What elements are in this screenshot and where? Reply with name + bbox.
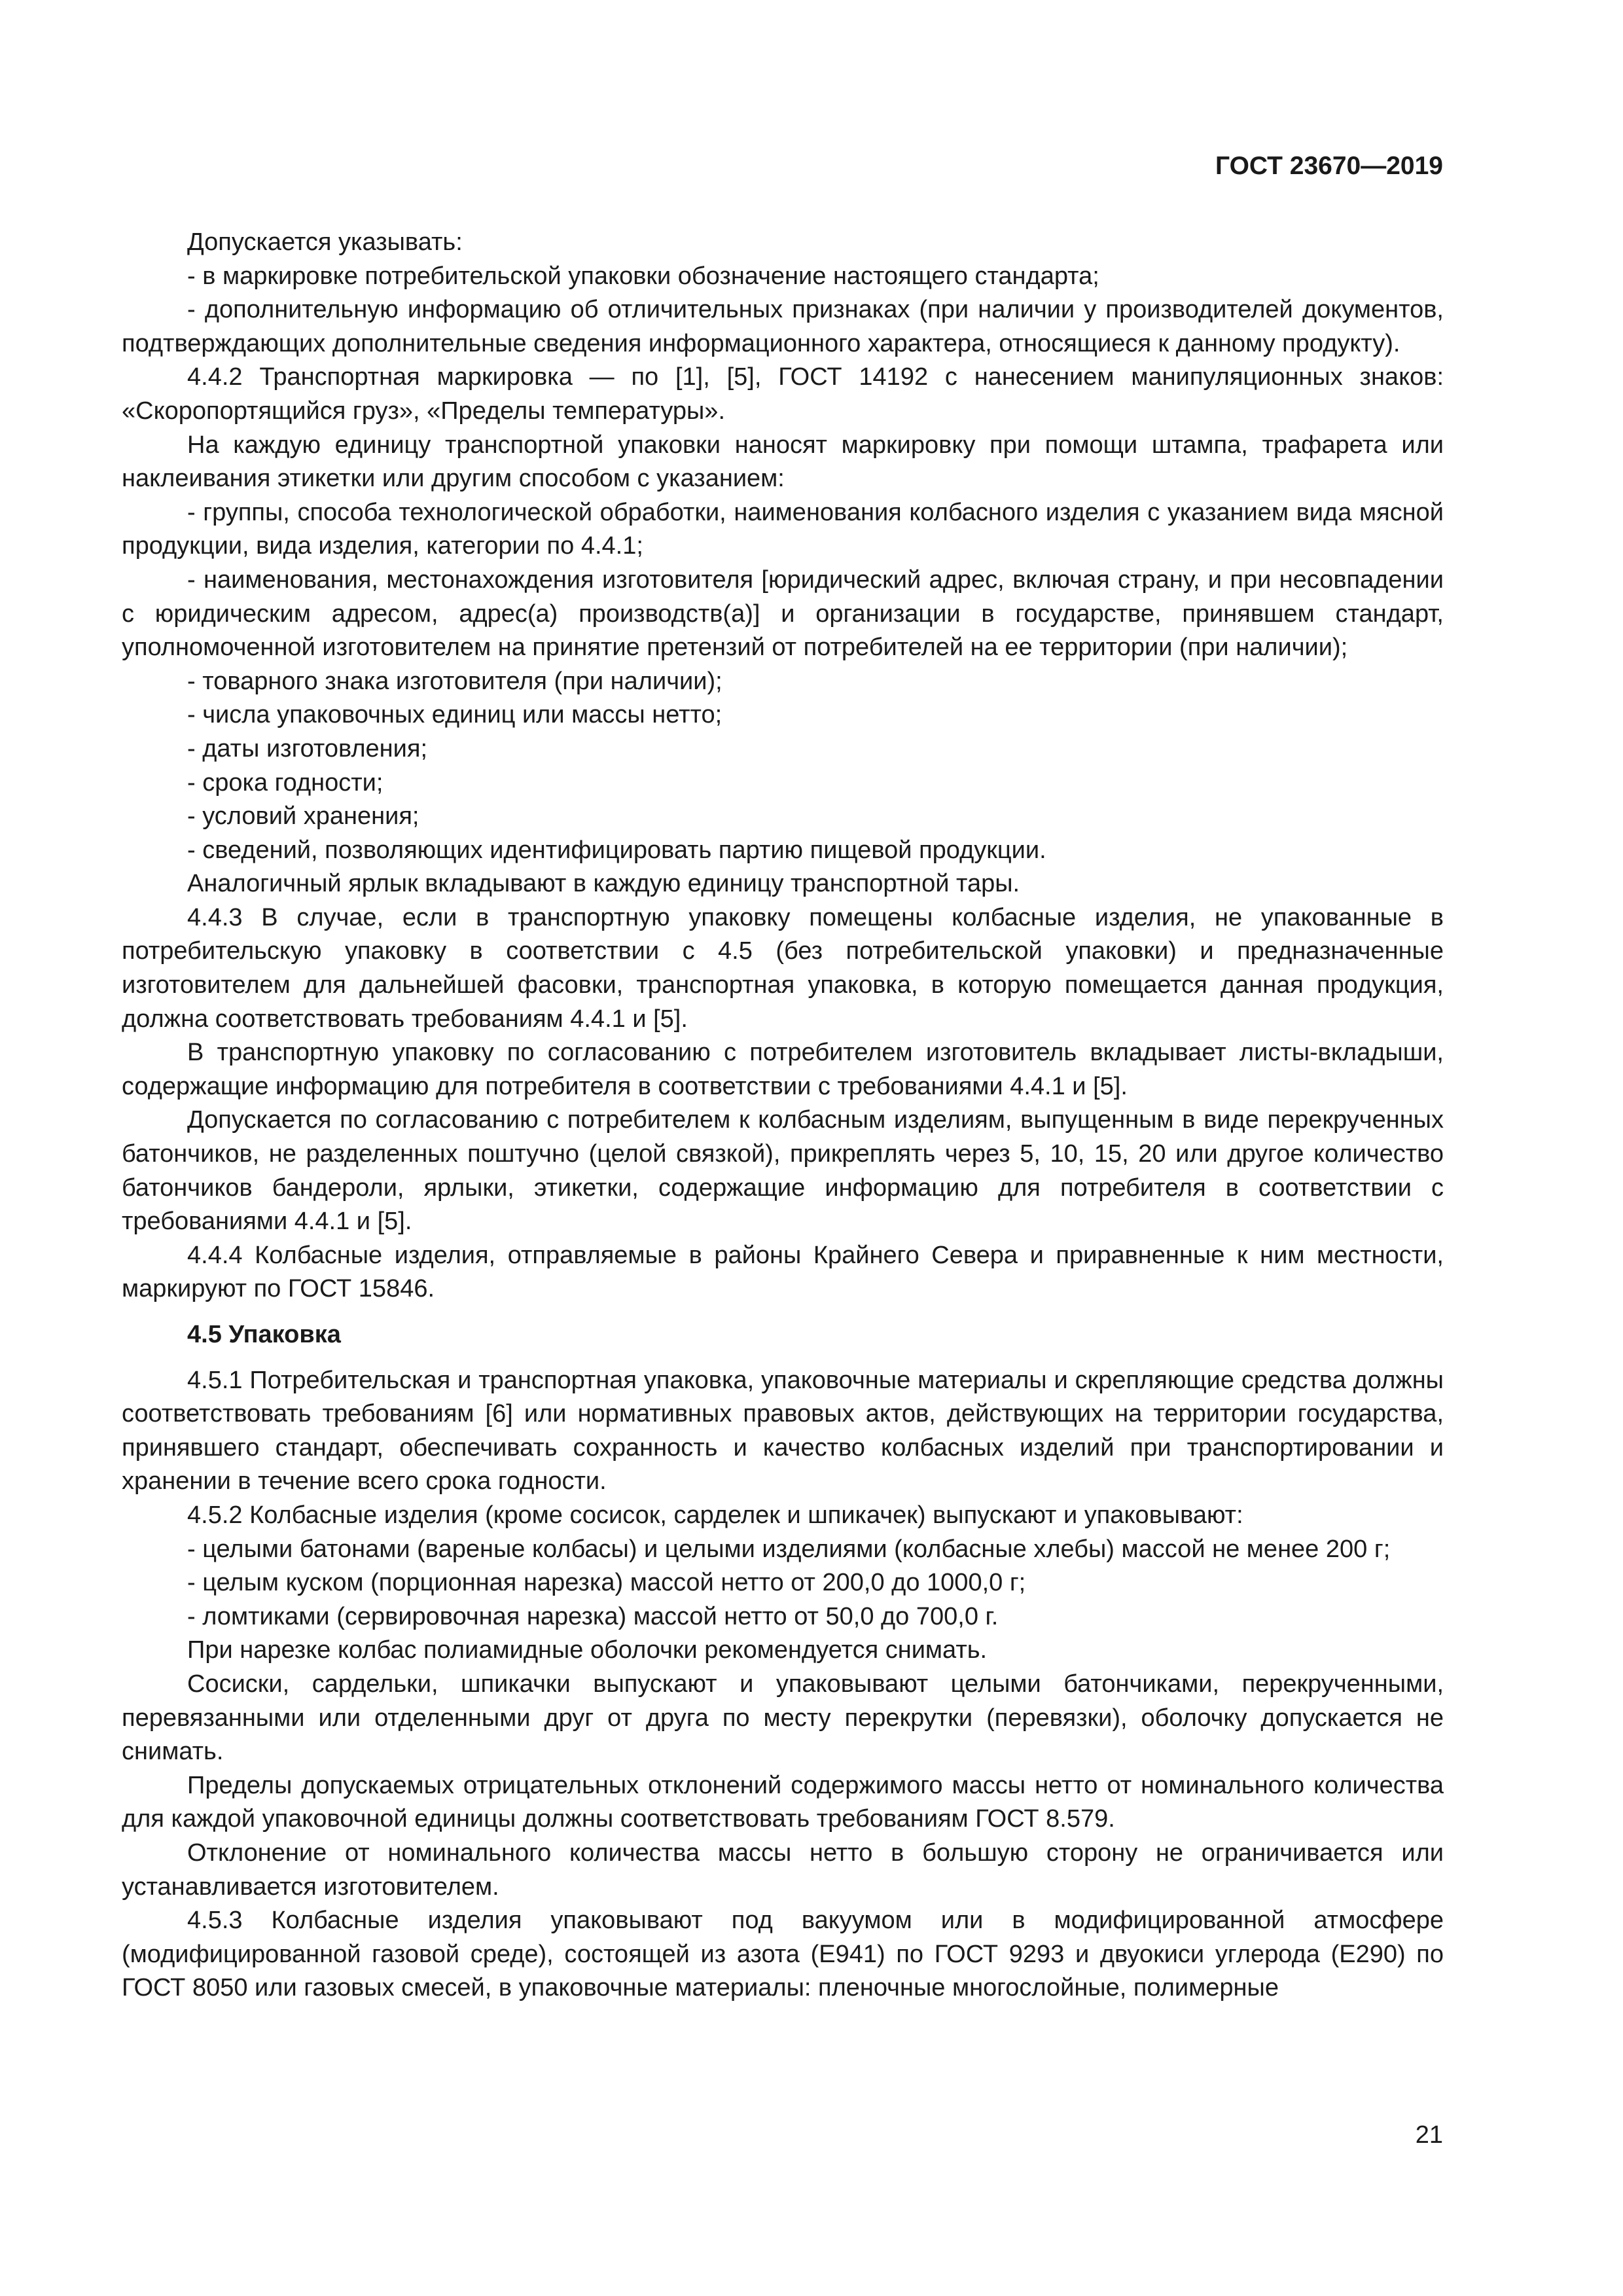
paragraph: Сосиски, сардельки, шпикачки выпускают и упаковывают целыми батончиками, перекрученными, перевязанными или отделенными друг от друга по месту перекрутки (перевязки), оболочку допускается не снимать.	[122, 1670, 1444, 1766]
paragraph: 4.5.1 Потребительская и транспортная упаковка, упаковочные материалы и скрепляющие средства должны соответствовать требованиям [6] или нормативных правовых актов, действующих на территории государства, принявшего стандарт, обеспечивать сохранность и качество колбасных изделий при транспортировании и хранении в течение всего срока годности.	[122, 1366, 1444, 1496]
document-body	[122, 226, 1444, 2005]
paragraph: 4.5.2 Колбасные изделия (кроме сосисок, сарделек и шпикачек) выпускают и упаковывают:	[187, 1501, 1243, 1529]
paragraph: 4.5.3 Колбасные изделия упаковывают под вакуумом или в модифицированной атмосфере (модифицированной газовой среде), состоящей из азота (Е941) по ГОСТ 9293 и двуокиси углерода (Е290) по ГОСТ 8050 или газовых смесей, в упаковочные материалы: пленочные многослойные, полимерные	[122, 1907, 1444, 2002]
list-item: - сведений, позволяющих идентифицировать партию пищевой продукции.	[187, 836, 1046, 864]
list-item: - товарного знака изготовителя (при наличии);	[187, 667, 722, 695]
list-item: - целым куском (порционная нарезка) массой нетто от 200,0 до 1000,0 г;	[187, 1569, 1026, 1597]
paragraph: 4.4.2 Транспортная маркировка — по [1], [5], ГОСТ 14192 с нанесением манипуляционных знаков: «Скоропортящийся груз», «Пределы температуры».	[122, 363, 1444, 425]
paragraph: Аналогичный ярлык вкладывают в каждую единицу транспортной тары.	[187, 870, 1020, 898]
paragraph: Отклонение от номинального количества массы нетто в большую сторону не ограничивается или устанавливается изготовителем.	[122, 1839, 1444, 1901]
paragraph: Допускается по согласованию с потребителем к колбасным изделиям, выпущенным в виде перекрученных батончиков, не разделенных поштучно (целой связкой), прикреплять через 5, 10, 15, 20 или другое количество батончиков бандероли, ярлыки, этикетки, содержащие информацию для потребителя в соответствии с требованиями 4.4.1 и [5].	[122, 1106, 1444, 1236]
list-item: - числа упаковочных единиц или массы нетто;	[187, 701, 722, 729]
list-item: - даты изготовления;	[187, 734, 428, 762]
paragraph: В транспортную упаковку по согласованию с потребителем изготовитель вкладывает листы-вкладыши, содержащие информацию для потребителя в соответствии с требованиями 4.4.1 и [5].	[122, 1039, 1444, 1100]
list-item: - дополнительную информацию об отличительных признаках (при наличии у производителей документов, подтверждающих дополнительные сведения информационного характера, относящиеся к данному продукту).	[122, 296, 1444, 357]
paragraph: Пределы допускаемых отрицательных отклонений содержимого массы нетто от номинального количества для каждой упаковочной единицы должны соответствовать требованиям ГОСТ 8.579.	[122, 1771, 1444, 1833]
list-item: - срока годности;	[187, 768, 383, 797]
list-item: - в маркировке потребительской упаковки обозначение настоящего стандарта;	[187, 262, 1099, 290]
list-item: - ломтиками (сервировочная нарезка) массой нетто от 50,0 до 700,0 г.	[187, 1602, 999, 1630]
paragraph: Допускается указывать:	[187, 228, 463, 256]
page-number: 21	[1415, 2121, 1443, 2149]
list-item: - целыми батонами (вареные колбасы) и целыми изделиями (колбасные хлебы) массой не менее 200 г;	[187, 1535, 1391, 1563]
list-item: - группы, способа технологической обработки, наименования колбасного изделия с указанием вида мясной продукции, вида изделия, категории по 4.4.1;	[122, 498, 1444, 560]
document-code-header: ГОСТ 23670—2019	[1215, 152, 1443, 180]
paragraph: 4.4.4 Колбасные изделия, отправляемые в районы Крайнего Севера и приравненные к ним местности, маркируют по ГОСТ 15846.	[122, 1241, 1444, 1303]
paragraph: 4.4.3 В случае, если в транспортную упаковку помещены колбасные изделия, не упакованные в потребительскую упаковку в соответствии с 4.5 (без потребительской упаковки) и предназначенные изготовителем для дальнейшей фасовки, транспортная упаковка, в которую помещается данная продукция, должна соответствовать требованиям 4.4.1 и [5].	[122, 903, 1444, 1033]
list-item: - наименования, местонахождения изготовителя [юридический адрес, включая страну, и при несовпадении с юридическим адресом, адрес(а) производств(а)] и организации в государстве, принявшем стандарт, уполномоченной изготовителем на принятие претензий от потребителей на ее территории (при наличии);	[122, 565, 1444, 662]
list-item: - условий хранения;	[187, 802, 419, 831]
section-heading: 4.5 Упаковка	[187, 1321, 341, 1348]
paragraph: При нарезке колбас полиамидные оболочки рекомендуется снимать.	[187, 1636, 988, 1664]
paragraph: На каждую единицу транспортной упаковки наносят маркировку при помощи штампа, трафарета или наклеивания этикетки или другим способом с указанием:	[122, 431, 1444, 493]
